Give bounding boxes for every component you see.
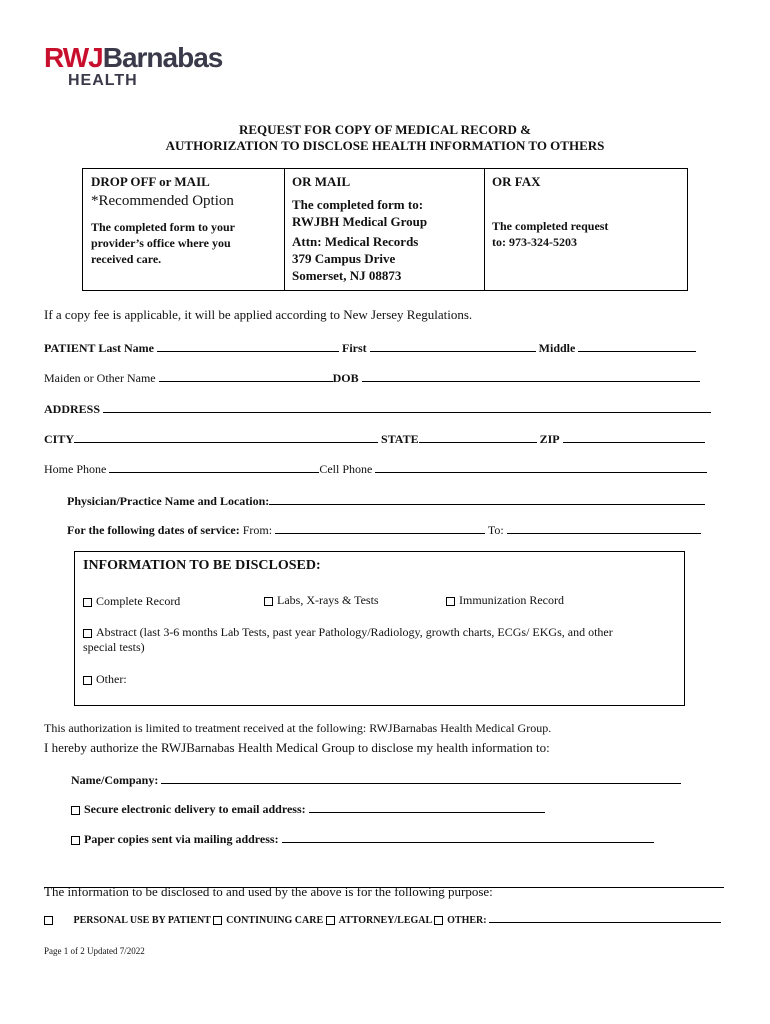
email-address-field[interactable] — [309, 801, 545, 813]
authorization-statement: I hereby authorize the RWJBarnabas Health Medical Group to disclose my health information to: — [44, 740, 550, 755]
disclosure-heading: INFORMATION TO BE DISCLOSED: — [83, 558, 321, 573]
logo-barnabas: Barnabas — [102, 42, 223, 73]
mail-text-3: Attn: Medical Records — [292, 234, 419, 249]
abstract-checkbox[interactable] — [83, 629, 92, 638]
other-purpose-checkbox[interactable] — [434, 916, 443, 925]
mail-text-1: The completed form to: — [292, 197, 424, 212]
name-company-field[interactable] — [161, 772, 681, 784]
fax-number: to: 973-324-5203 — [492, 235, 577, 249]
other-purpose-label: OTHER: — [447, 915, 487, 926]
dates-row — [67, 522, 701, 538]
state-label: STATE — [381, 432, 419, 446]
middle-name-label: Middle — [538, 341, 576, 355]
last-name-field[interactable] — [157, 340, 339, 352]
form-title-line2: AUTHORIZATION TO DISCLOSE HEALTH INFORMATION TO OTHERS — [165, 138, 605, 153]
dropoff-text-1: The completed form to your — [91, 220, 235, 234]
other-purpose-field[interactable] — [489, 913, 721, 923]
to-date-field[interactable] — [507, 522, 701, 534]
city-label: CITY — [44, 432, 75, 446]
mail-text-4: 379 Campus Drive — [292, 251, 396, 266]
labs-option[interactable] — [264, 593, 379, 608]
logo-health: HEALTH — [68, 72, 138, 89]
maiden-name-field[interactable] — [159, 370, 333, 382]
rwjbarnabas-logo — [44, 44, 222, 90]
recommended-option: *Recommended Option — [91, 193, 234, 209]
dropoff-text-2: provider’s office where you — [91, 236, 231, 250]
abstract-option[interactable] — [83, 625, 613, 640]
disclosure-box — [74, 551, 685, 706]
patient-name-row — [44, 340, 696, 356]
dropoff-heading: DROP OFF or MAIL — [91, 174, 210, 189]
mail-heading: OR MAIL — [292, 174, 351, 189]
zip-field[interactable] — [563, 431, 705, 443]
mail-text-2: RWJBH Medical Group — [292, 214, 428, 229]
from-date-field[interactable] — [275, 522, 485, 534]
city-state-zip-row — [44, 431, 705, 447]
home-phone-field[interactable] — [109, 461, 319, 473]
electronic-delivery-row — [71, 801, 545, 817]
form-title-line1: REQUEST FOR COPY OF MEDICAL RECORD & — [238, 122, 532, 137]
address-label: ADDRESS — [44, 402, 101, 416]
other-option[interactable] — [83, 672, 127, 687]
dropoff-text-3: received care. — [91, 252, 162, 266]
cell-phone-field[interactable] — [375, 461, 707, 473]
mail-cell — [284, 169, 485, 290]
authorization-limit: This authorization is limited to treatment received at the following: RWJBarnabas Health Medical Group. — [44, 721, 552, 735]
phone-row — [44, 461, 707, 477]
personal-use-checkbox[interactable] — [44, 916, 53, 925]
electronic-delivery-checkbox[interactable] — [71, 806, 80, 815]
labs-checkbox[interactable] — [264, 597, 273, 606]
complete-record-option[interactable] — [83, 594, 180, 609]
paper-copies-row — [71, 831, 654, 847]
cell-phone-label: Cell Phone — [319, 462, 373, 476]
attorney-legal-label: ATTORNEY/LEGAL — [338, 915, 432, 926]
personal-use-label: PERSONAL USE BY PATIENT — [73, 915, 211, 926]
complete-record-label: Complete Record — [96, 594, 181, 608]
mailing-address-field[interactable] — [282, 831, 654, 843]
fax-cell — [484, 169, 687, 290]
immunization-label: Immunization Record — [459, 593, 564, 607]
other-label: Other: — [96, 672, 127, 686]
abstract-label-1: Abstract (last 3-6 months Lab Tests, past year Pathology/Radiology, growth charts, ECGs/ EKGs, and other — [96, 625, 613, 639]
zip-label: ZIP — [539, 432, 560, 446]
dob-label: DOB — [332, 371, 359, 385]
physician-row — [67, 493, 705, 509]
maiden-name-label: Maiden or Other Name — [44, 371, 156, 385]
abstract-label-2: special tests) — [83, 640, 145, 654]
middle-name-field[interactable] — [578, 340, 696, 352]
dropoff-cell — [83, 169, 285, 290]
physician-label: Physician/Practice Name and Location: — [67, 494, 270, 508]
labs-label: Labs, X-rays & Tests — [277, 593, 379, 607]
home-phone-label: Home Phone — [44, 462, 107, 476]
attorney-legal-checkbox[interactable] — [326, 916, 335, 925]
dob-field[interactable] — [362, 370, 700, 382]
to-label: To: — [487, 523, 504, 537]
first-name-field[interactable] — [370, 340, 536, 352]
continuing-care-checkbox[interactable] — [213, 916, 222, 925]
last-name-label: PATIENT Last Name — [44, 341, 155, 355]
complete-record-checkbox[interactable] — [83, 598, 92, 607]
fee-note: If a copy fee is applicable, it will be applied according to New Jersey Regulations. — [44, 307, 473, 322]
fax-heading: OR FAX — [492, 174, 541, 189]
name-company-label: Name/Company: — [71, 773, 159, 787]
other-checkbox[interactable] — [83, 676, 92, 685]
first-name-label: First — [342, 341, 367, 355]
logo-rwj: RWJ — [44, 42, 103, 73]
state-field[interactable] — [419, 431, 537, 443]
mail-text-5: Somerset, NJ 08873 — [292, 268, 402, 283]
paper-copies-label: Paper copies sent via mailing address: — [84, 832, 279, 846]
address-field[interactable] — [103, 401, 711, 413]
physician-field[interactable] — [269, 493, 705, 505]
paper-copies-checkbox[interactable] — [71, 836, 80, 845]
city-field[interactable] — [74, 431, 378, 443]
submission-options-table — [82, 168, 688, 291]
electronic-delivery-label: Secure electronic delivery to email address: — [84, 802, 306, 816]
fax-text-1: The completed request — [492, 219, 609, 233]
dates-label: For the following dates of service: — [67, 523, 240, 537]
continuing-care-label: CONTINUING CARE — [226, 915, 324, 926]
immunization-option[interactable] — [446, 593, 564, 608]
purpose-statement: The information to be disclosed to and used by the above is for the following purpose: — [44, 884, 493, 899]
maiden-dob-row — [44, 370, 700, 386]
purpose-options-row — [44, 913, 721, 926]
address-row — [44, 401, 711, 417]
page-footer: Page 1 of 2 Updated 7/2022 — [44, 946, 145, 956]
from-label: From: — [242, 523, 273, 537]
immunization-checkbox[interactable] — [446, 597, 455, 606]
name-company-row — [71, 772, 681, 788]
